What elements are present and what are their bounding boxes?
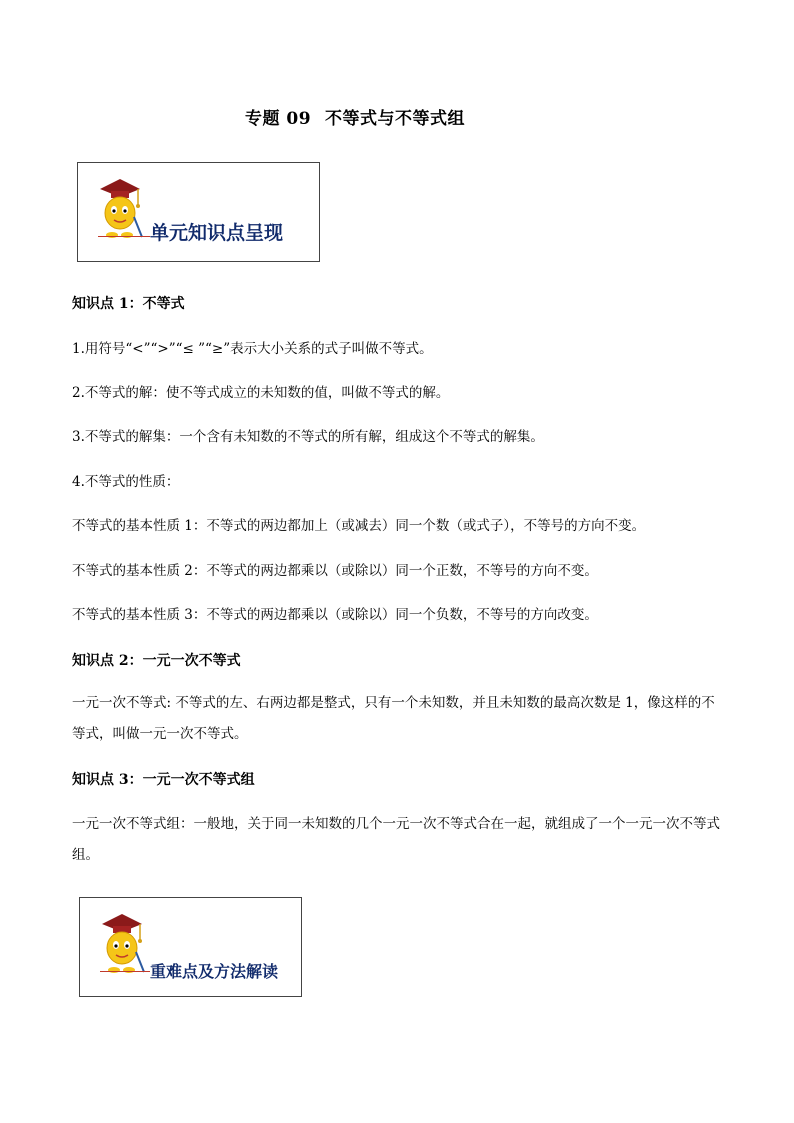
knowledge-line: 不等式的基本性质 2：不等式的两边都乘以（或除以）同一个正数，不等号的方向不变。 [72, 563, 598, 579]
title-prefix: 专题 09 [244, 109, 312, 129]
banner-underline [98, 236, 150, 237]
page-title [0, 104, 710, 129]
graduate-mascot-icon [94, 177, 144, 243]
section-heading: 知识点 2：一元一次不等式 [72, 653, 241, 669]
knowledge-line: 不等式的基本性质 1：不等式的两边都加上（或减去）同一个数（或式子），不等号的方向不变。 [72, 518, 646, 534]
knowledge-line: 不等式的基本性质 3：不等式的两边都乘以（或除以）同一个负数，不等号的方向改变。 [72, 607, 598, 623]
section-banner-methods [79, 897, 302, 997]
section-heading: 知识点 3：一元一次不等式组 [72, 772, 255, 788]
knowledge-line: 1.用符号“<”“>”“≤ ”“≥”表示大小关系的式子叫做不等式。 [72, 341, 433, 357]
banner-underline [100, 971, 150, 972]
graduate-mascot-icon [96, 912, 146, 978]
title-text: 不等式与不等式组 [325, 109, 466, 129]
knowledge-line: 3.不等式的解集：一个含有未知数的不等式的所有解，组成这个不等式的解集。 [72, 429, 544, 445]
knowledge-paragraph: 一元一次不等式: 不等式的左、右两边都是整式，只有一个未知数，并且未知数的最高次数是 1，像这样的不等式，叫做一元一次不等式。 [72, 695, 715, 742]
banner-label: 重难点及方法解读 [150, 962, 279, 981]
section-banner-knowledge [77, 162, 320, 262]
section-heading: 知识点 1：不等式 [72, 296, 185, 312]
knowledge-line: 2.不等式的解：使不等式成立的未知数的值，叫做不等式的解。 [72, 385, 450, 401]
knowledge-paragraph: 一元一次不等式组：一般地，关于同一未知数的几个一元一次不等式合在一起，就组成了一个一元一次不等式组。 [72, 816, 720, 863]
knowledge-line: 4.不等式的性质： [72, 474, 180, 490]
banner-label: 单元知识点呈现 [150, 222, 284, 244]
